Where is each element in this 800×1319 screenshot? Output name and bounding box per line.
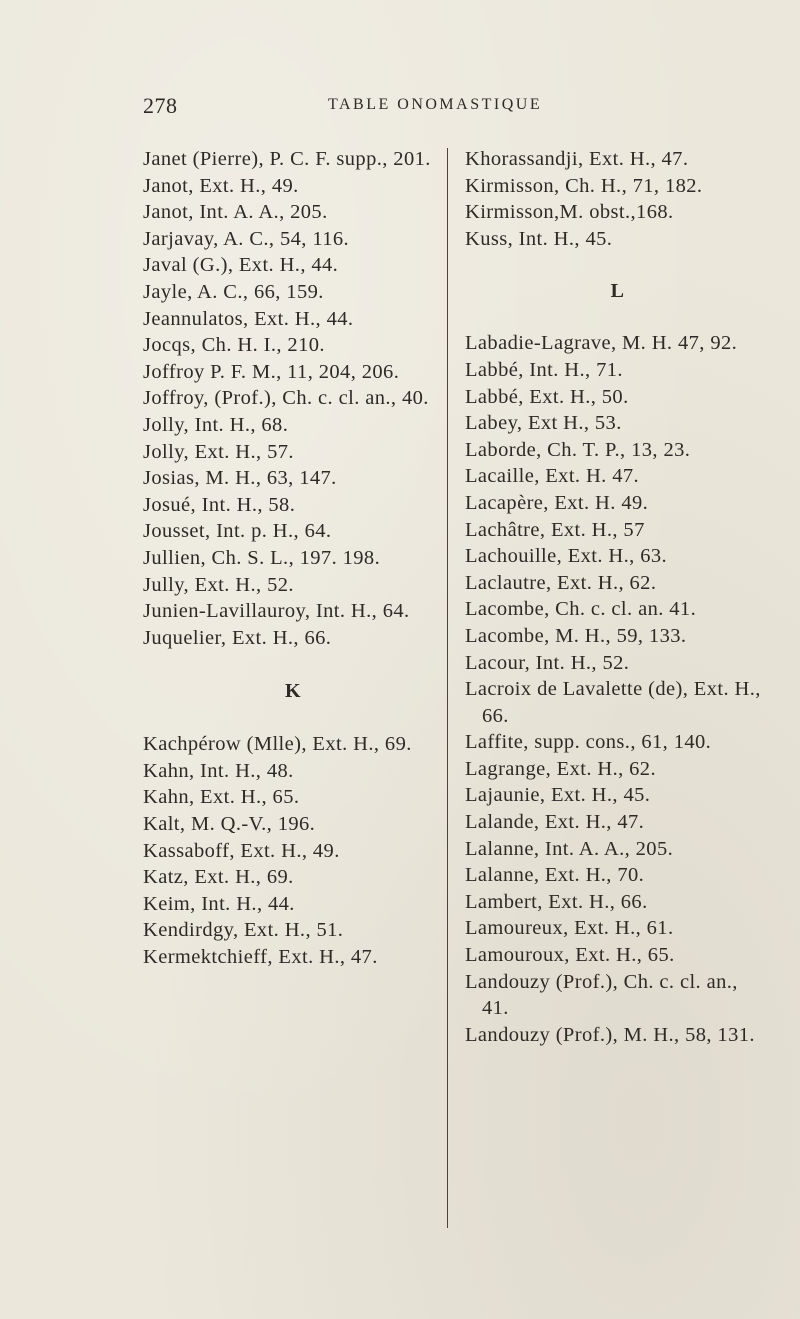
index-entry: Kassaboff, Ext. H., 49. bbox=[143, 839, 340, 862]
left-entries-k bbox=[143, 731, 443, 970]
index-entry: Khorassandji, Ext. H., 47. bbox=[465, 148, 689, 170]
index-entry: Lalanne, Int. A. A., 205. bbox=[465, 837, 674, 860]
index-entry: Kermektchieff, Ext. H., 47. bbox=[143, 946, 378, 969]
index-entry: Katz, Ext. H., 69. bbox=[143, 866, 294, 889]
index-entry: Lacapère, Ext. H. 49. bbox=[465, 491, 649, 514]
right-entries-k bbox=[465, 146, 770, 252]
index-entry: Joffroy, (Prof.), Ch. c. cl. an., 40. bbox=[143, 387, 429, 410]
index-entry: Janot, Int. A. A., 205. bbox=[143, 201, 328, 224]
index-entry: Jocqs, Ch. H. I., 210. bbox=[143, 334, 325, 357]
index-entry: Lachouille, Ext. H., 63. bbox=[465, 545, 668, 568]
index-entry: Laclautre, Ext. H., 62. bbox=[465, 571, 657, 594]
index-entry: Lajaunie, Ext. H., 45. bbox=[465, 784, 651, 807]
index-entry: Josias, M. H., 63, 147. bbox=[143, 467, 337, 490]
index-entry: Kahn, Int. H., 48. bbox=[143, 759, 294, 782]
index-entry: Juquelier, Ext. H., 66. bbox=[143, 626, 332, 649]
index-entry: Kirmisson,M. obst.,168. bbox=[465, 201, 674, 224]
index-entry: Lacaille, Ext. H. 47. bbox=[465, 465, 640, 488]
index-entry: Joffroy P. F. M., 11, 204, 206. bbox=[143, 360, 400, 383]
column-divider bbox=[447, 148, 448, 1228]
index-entry: Javal (G.), Ext. H., 44. bbox=[143, 254, 339, 277]
running-head bbox=[143, 93, 763, 123]
left-entries-j bbox=[143, 146, 443, 651]
index-entry: Lagrange, Ext. H., 62. bbox=[465, 757, 656, 780]
index-entry: Jarjavay, A. C., 54, 116. bbox=[143, 227, 350, 250]
index-entry: Laborde, Ch. T. P., 13, 23. bbox=[465, 438, 691, 461]
index-entry: Landouzy (Prof.), Ch. c. cl. an., 41. bbox=[465, 970, 744, 1020]
index-entry: Jayle, A. C., 66, 159. bbox=[143, 280, 324, 303]
index-entry: Kendirdgy, Ext. H., 51. bbox=[143, 919, 344, 942]
index-entry: Keim, Int. H., 44. bbox=[143, 892, 295, 915]
index-entry: Lacombe, Ch. c. cl. an. 41. bbox=[465, 598, 697, 621]
index-entry: Labadie-Lagrave, M. H. 47, 92. bbox=[465, 332, 738, 355]
index-entry: Laffite, supp. cons., 61, 140. bbox=[465, 731, 712, 754]
index-entry: Jully, Ext. H., 52. bbox=[143, 573, 294, 596]
section-letter-k: K bbox=[285, 680, 301, 703]
index-entry: Kuss, Int. H., 45. bbox=[465, 227, 613, 250]
index-entry: Lacour, Int. H., 52. bbox=[465, 651, 630, 674]
index-entry: Lalande, Ext. H., 47. bbox=[465, 811, 645, 834]
index-entry: Junien-Lavillauroy, Int. H., 64. bbox=[143, 600, 410, 623]
index-entry: Janet (Pierre), P. C. F. supp., 201. bbox=[143, 148, 431, 170]
index-entry: Landouzy (Prof.), M. H., 58, 131. bbox=[465, 1023, 755, 1046]
index-entry: Lamoureux, Ext. H., 61. bbox=[465, 917, 674, 940]
index-entry: Lachâtre, Ext. H., 57 bbox=[465, 518, 645, 541]
index-entry: Kalt, M. Q.-V., 196. bbox=[143, 813, 316, 836]
index-entry: Josué, Int. H., 58. bbox=[143, 493, 296, 516]
left-column bbox=[143, 146, 443, 971]
index-entry: Lacroix de Lavalette (de), Ext. H., 66. bbox=[465, 678, 767, 727]
index-entry: Kirmisson, Ch. H., 71, 182. bbox=[465, 174, 703, 197]
index-entry: Lamouroux, Ext. H., 65. bbox=[465, 944, 675, 967]
right-column bbox=[465, 146, 770, 1048]
right-entries-l bbox=[465, 330, 770, 1048]
index-entry: Labey, Ext H., 53. bbox=[465, 412, 622, 435]
index-entry: Jolly, Int. H., 68. bbox=[143, 413, 289, 436]
index-entry: Jolly, Ext. H., 57. bbox=[143, 440, 294, 463]
index-entry: Kachpérow (Mlle), Ext. H., 69. bbox=[143, 733, 412, 756]
index-entry: Jousset, Int. p. H., 64. bbox=[143, 520, 332, 543]
index-entry: Jullien, Ch. S. L., 197. 198. bbox=[143, 546, 381, 569]
index-entry: Lambert, Ext. H., 66. bbox=[465, 890, 648, 913]
index-entry: Lalanne, Ext. H., 70. bbox=[465, 864, 645, 887]
page-number: 278 bbox=[143, 93, 178, 118]
page-header-title: TABLE ONOMASTIQUE bbox=[328, 96, 543, 113]
index-entry: Labbé, Ext. H., 50. bbox=[465, 385, 629, 408]
index-entry: Jeannulatos, Ext. H., 44. bbox=[143, 307, 354, 330]
index-entry: Janot, Ext. H., 49. bbox=[143, 174, 299, 197]
index-entry: Labbé, Int. H., 71. bbox=[465, 358, 623, 381]
section-letter-l: L bbox=[610, 280, 625, 303]
index-entry: Kahn, Ext. H., 65. bbox=[143, 786, 300, 809]
index-entry: Lacombe, M. H., 59, 133. bbox=[465, 624, 687, 647]
